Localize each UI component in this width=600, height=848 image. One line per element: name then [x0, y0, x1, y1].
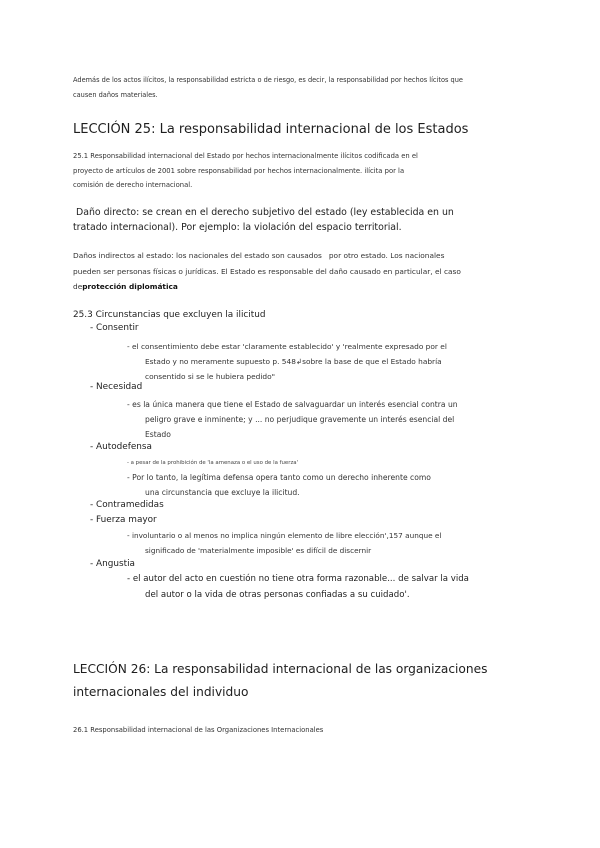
- text-line: Además de los actos ilícitos, la responsabilidad estricta o de riesgo, es decir, la responsabilidad por hechos lícitos que: [73, 76, 463, 84]
- text-line: comisión de derecho internacional.: [73, 181, 193, 189]
- text-line: causen daños materiales.: [73, 91, 158, 99]
- list-item-distress: - Angustia: [90, 559, 135, 569]
- list-item-consent: - Consentir: [90, 323, 139, 333]
- text-line: pueden ser personas físicas o jurídicas. El Estado es responsable del daño causado en particular, el caso: [73, 266, 461, 276]
- text-line: Daño directo: se crean en el derecho subjetivo del estado (ley establecida en un: [73, 207, 454, 218]
- text-line: - el consentimiento debe estar 'claramente establecido' y 'realmente expresado por el: [127, 342, 447, 351]
- text-line: Daños indirectos al estado: los nacionales del estado son causados por otro estado. Los nacionales: [73, 251, 445, 260]
- list-item-countermeasures: - Contramedidas: [90, 500, 164, 510]
- text-fragment: de: [73, 282, 83, 291]
- section-26-1: 26.1 Responsabilidad internacional de las Organizaciones Internacionales: [73, 726, 324, 734]
- consent-detail: [127, 339, 522, 384]
- force-majeure-detail: [127, 529, 522, 558]
- text-line: proyecto de artículos de 2001 sobre responsabilidad por hechos internacionalmente. ilícita por la: [73, 166, 405, 175]
- direct-damage-paragraph: [73, 206, 503, 235]
- distress-detail: [127, 571, 522, 603]
- text-line: del autor o la vida de otras personas confiadas a su cuidado'.: [145, 590, 410, 600]
- indirect-damage-paragraph: [73, 248, 533, 295]
- text-line: Estado y no meramente supuesto p. 548↲sobre la base de que el Estado habría: [145, 357, 442, 366]
- list-item-force-majeure: - Fuerza mayor: [90, 515, 157, 525]
- section-25-3-heading: 25.3 Circunstancias que excluyen la ilicitud: [73, 310, 266, 320]
- self-defense-detail: [127, 471, 522, 500]
- text-line: - involuntario o al menos no implica ningún elemento de libre elección',157 aunque el: [127, 531, 442, 540]
- text-line: Estado: [145, 430, 171, 439]
- text-line: peligro grave e inminente; y ... no perjudique gravemente un interés esencial del: [145, 415, 455, 424]
- text-line: 25.1 Responsabilidad internacional del Estado por hechos internacionalmente ilícitos codificada en el: [73, 152, 418, 160]
- text-line: significado de 'materialmente imposible' es difícil de discernir: [145, 545, 372, 555]
- lesson-25-title: LECCIÓN 25: La responsabilidad internacional de los Estados: [73, 122, 469, 137]
- text-line: tratado internacional). Por ejemplo: la violación del espacio territorial.: [73, 221, 402, 233]
- self-defense-note: - a pesar de la prohibición de 'la amenaza o el uso de la fuerza': [127, 460, 299, 466]
- text-line: - Por lo tanto, la legítima defensa opera tanto como un derecho inherente como: [127, 473, 431, 482]
- section-25-1: [73, 149, 473, 193]
- text-line: [73, 279, 533, 295]
- text-line: - es la única manera que tiene el Estado de salvaguardar un interés esencial contra un: [127, 400, 458, 409]
- list-item-necessity: - Necesidad: [90, 382, 143, 392]
- text-line: - el autor del acto en cuestión no tiene otra forma razonable... de salvar la vida: [127, 574, 469, 584]
- text-line: internacionales del individuo: [73, 685, 249, 699]
- necessity-detail: [127, 397, 522, 442]
- lesson-26-title: [73, 658, 553, 704]
- bold-term: protección diplomática: [82, 282, 178, 291]
- intro-paragraph: [73, 73, 543, 103]
- text-line: consentido si se le hubiera pedido": [145, 372, 275, 381]
- text-line: una circunstancia que excluye la ilicitud.: [145, 487, 300, 497]
- list-item-self-defense: - Autodefensa: [90, 442, 152, 452]
- text-line: LECCIÓN 26: La responsabilidad internacional de las organizaciones: [73, 662, 488, 676]
